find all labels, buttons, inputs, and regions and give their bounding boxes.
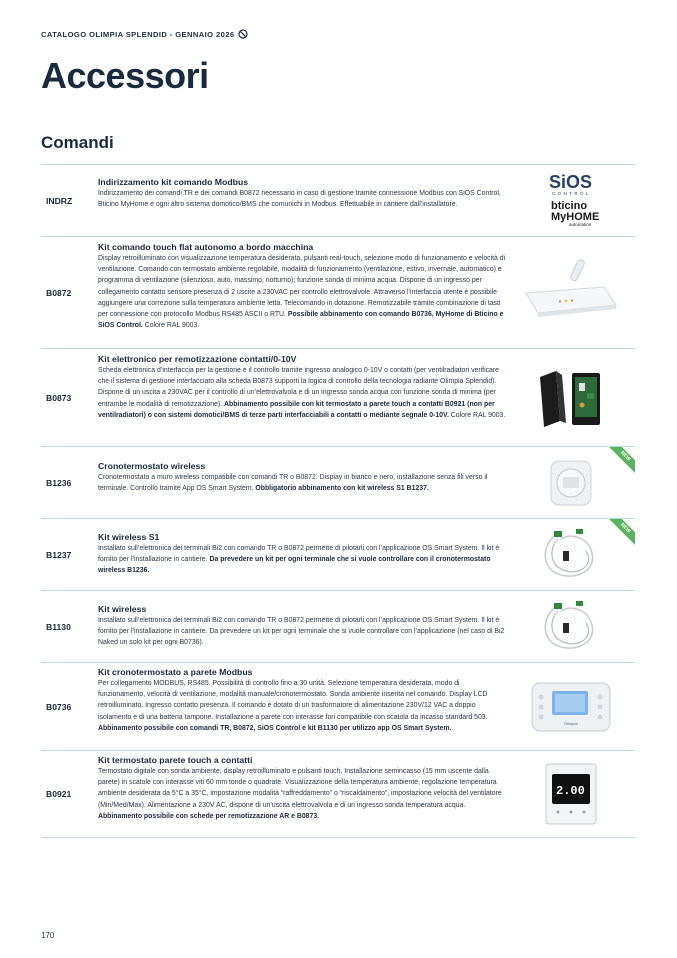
page-title: Accessori	[41, 55, 209, 96]
product-title: Kit cronotermostato a parete Modbus	[98, 667, 253, 677]
svg-text:Olimpia: Olimpia	[564, 720, 578, 726]
product-title: Cronotermostato wireless	[98, 461, 206, 471]
product-code: INDRZ	[46, 195, 73, 206]
svg-text:automation: automation	[569, 221, 592, 227]
table-row	[41, 750, 635, 838]
svg-text:SiOS: SiOS	[549, 171, 593, 192]
catalog-header	[41, 29, 248, 39]
svg-text:bticino: bticino	[551, 199, 588, 212]
product-image	[507, 591, 635, 662]
wall-chronothermostat-image	[528, 677, 614, 737]
table-row	[41, 518, 635, 590]
product-text: Installato sull’elettronica dei terminali Bi2 con comando TR o B0872 permette di pilotarli con l’applicazione OS Smart System. Il kit è fornito per l’installazione in cantiere. Da prevedere un kit per ogni terminale che si vuole controllare con il cronotermostato wireless B1236.	[98, 545, 500, 575]
product-image	[507, 519, 635, 590]
product-description	[97, 663, 507, 750]
product-image	[507, 349, 635, 446]
product-text: Per collegamento MODBUS, RS485. Possibilità di controllo fino a 30 unità. Selezione temperatura desiderata, modo di funzionamento, velocità di ventilazione, modalità manuale/cronotermostato. Sonda ambiente inserita nel comando. Display LCD retroilluminato. Ingresso contatto presenza. Il comando è dotato di un trasformatore di alimentazione 230V/12 VAC a doppio isolamento e di una batteria tampone. Installazione a parete con interasse fori compatibile con scatola da incasso standard 503. Abbinamento possibile con comandi TR, B0872, SiOS Control e kit B1130 per utilizzo app OS Smart System.	[98, 680, 488, 732]
product-description	[97, 447, 507, 518]
product-image	[507, 447, 635, 518]
touch-thermostat-image	[536, 760, 606, 828]
product-image	[507, 237, 635, 348]
product-description	[97, 519, 507, 590]
product-text: Display retroilluminato con visualizzazione temperatura desiderata, pulsanti real-touch, selezione modo di funzionamento e velocità di ventilazione. Comando con termostato ambiente regolabile, modalità di funzionamento (ventilazione, estivo, invernale, automatico) e programma di ventilazione (silenzioso, auto, massimo, notturno); funzione sonda di minima acqua. Dispone di un ingresso per collegamento contatto sensore presenza di 2 uscite a 230VAC per controllo elettrovalvole. Attraverso l’interfaccia utente è possibile aggiungere una correzione sulla temperatura ambiente letta. Telecomando in dotazione. Remotizzabile tramite combinazione di tasti per connessione con protocollo Modbus RS485 ASCII o RTU. Possibile abbinamento con comando B0736, MyHome di Bticino e SiOS Control. Colore RAL 9003.	[98, 255, 506, 330]
product-text: Installato sull’elettronica dei terminali Bi2 con comando TR o B0872 permette di pilotarli con l’applicazione OS Smart System. Il kit è fornito per l’installazione in cantiere. Da prevedere un kit per ogni terminale che si vuole controllare con l’applicazione (nel caso di Bi2 Naked un solo kit per ogni B0736).	[98, 617, 505, 647]
product-table	[41, 164, 635, 838]
product-title: Kit elettronico per remotizzazione contatti/0-10V	[98, 354, 297, 364]
product-code: B0872	[46, 287, 72, 298]
table-row	[41, 164, 635, 236]
product-text: Cronotermostato a muro wireless compatibile con comandi TR o B0872. Display in bianco e nero, installazione senza fili verso il terminale. Controllo tramite App OS Smart System. Obbligatorio abbinamento con kit wireless S1 B1237.	[98, 474, 488, 493]
product-text: Scheda elettronica d’interfaccia per la gestione e il controllo tramite ingresso analogico 0-10V o contatti (per ventilradiatori verificare che il sistema di gestione interfacciato alla scheda B0873 supporti la logica di controllo della tecnologia radiante Olimpia Splendid). Dispone di un uscita a 230VAC per il controllo di un’elettrovalvola e di un ingresso sonda acqua con funzione sonda di minima (per entrambe le modalità di remotizzazione). Abbinamento possibile con kit termostato a parete touch a contatti B0921 (non per ventilradiatori) o con sistemi domotici/BMS di terze parti interfacciabili a contatti o mediante segnale 0-10V. Colore RAL 9003.	[98, 367, 506, 419]
svg-text:MyHOME: MyHOME	[551, 210, 600, 223]
brand-logos-image	[531, 168, 611, 234]
product-description	[97, 349, 507, 446]
svg-text:CONTROL: CONTROL	[552, 190, 591, 196]
table-row	[41, 446, 635, 518]
wireless-kit-cable-image	[536, 525, 606, 585]
table-row	[41, 590, 635, 662]
product-title: Kit wireless S1	[98, 532, 160, 542]
product-code: B0921	[46, 789, 72, 799]
new-badge: NEW	[609, 447, 635, 473]
wireless-kit-cable-image	[536, 597, 606, 657]
page-number: 170	[41, 931, 55, 940]
catalog-header-text: CATALOGO OLIMPIA SPLENDID - GENNAIO 2026	[41, 29, 235, 39]
product-image	[507, 165, 635, 236]
flat-control-panel-image	[516, 253, 626, 333]
electronic-board-image	[526, 363, 616, 433]
table-row	[41, 236, 635, 348]
svg-text:2.00: 2.00	[556, 784, 585, 798]
product-description	[97, 165, 507, 236]
product-image	[507, 663, 635, 750]
new-badge: NEW	[609, 519, 635, 545]
wireless-thermostat-image	[541, 455, 601, 511]
product-code: B0736	[46, 701, 72, 712]
product-title: Kit comando touch flat autonomo a bordo macchina	[98, 242, 314, 252]
product-code: B1130	[46, 621, 71, 632]
product-code: B1237	[46, 549, 72, 560]
table-row	[41, 662, 635, 750]
product-code: B0873	[46, 392, 72, 403]
product-code: B1236	[46, 477, 72, 488]
product-description	[97, 751, 507, 837]
no-symbol-icon	[238, 29, 248, 39]
product-description	[97, 591, 507, 662]
product-title: Kit termostato parete touch a contatti	[98, 755, 253, 765]
product-title: Kit wireless	[98, 604, 147, 614]
product-text: Indirizzamento dei comandi TR e dei comandi B0872 necessario in caso di gestione tramite connessione Modbus con SiOS Control, Bticino MyHome e ogni altro sistema domotico/BMS che comunichi in Modbus. Effettuabile in cantiere dall’installatore.	[98, 190, 501, 209]
product-description	[97, 237, 507, 348]
product-image	[507, 751, 635, 837]
product-text: Termostato digitale con sonda ambiente, display retroilluminato e pulsanti touch. Installazione semincasso (15 mm uscente dalla parete) in scatole con interasse viti 60 mm tonde o quadrate. Visualizzazione della temperatura ambiente, regolazione temperatura ambiente desiderata da 5°C a 35°C, impostazione modalità “raffreddamento” o “riscaldamento”, impostazione velocità del ventilatore (Min/Med/Max). Alimentazione a 230V AC, dispone di un’uscita elettrovalvola e di un ingresso sonda temperatura acqua. Abbinamento possibile con schede per remotizzazione AR e B0873.	[98, 768, 502, 820]
product-title: Indirizzamento kit comando Modbus	[98, 177, 249, 187]
section-title: Comandi	[41, 133, 114, 152]
table-row	[41, 348, 635, 446]
